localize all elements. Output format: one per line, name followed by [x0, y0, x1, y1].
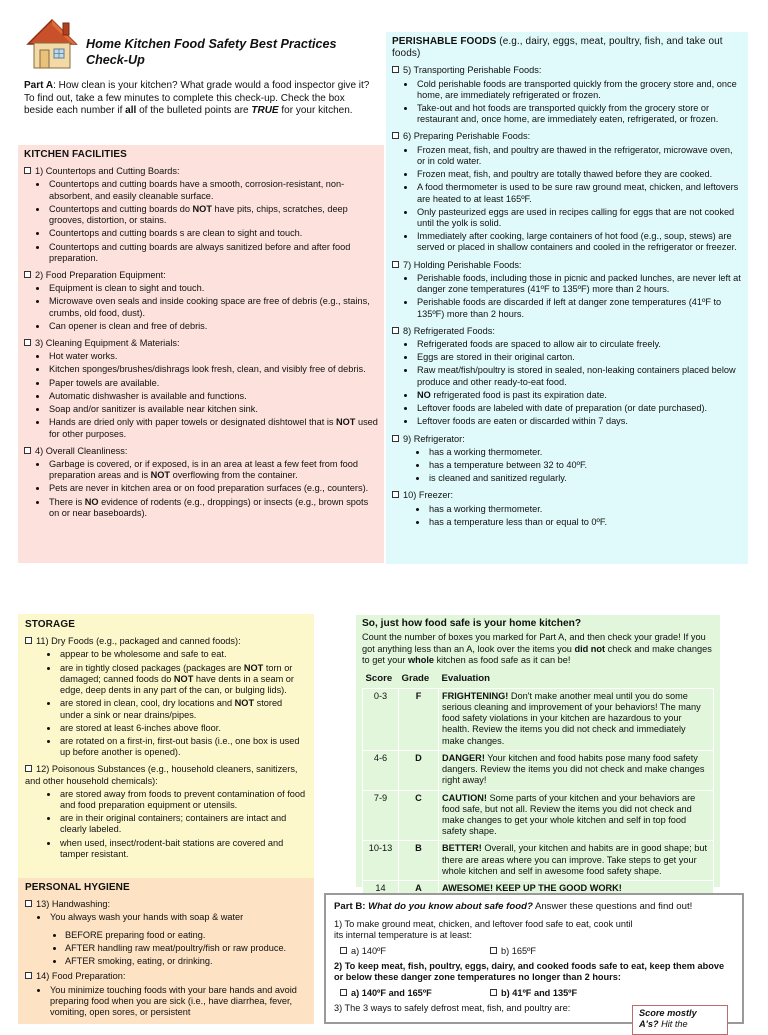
checkbox[interactable] — [25, 900, 32, 907]
checkbox[interactable] — [392, 491, 399, 498]
evaluation-cell: CAUTION! Some parts of your kitchen and your behaviors are food safe, but not all. Review the items you did not check and make changes to get your whole kitchen and self in top food safety shape. — [439, 790, 714, 841]
part-b-quiz — [324, 893, 744, 1030]
bullet-item: • Frozen meat, fish, and poultry are thawed in the refrigerator, microwave oven, or in cold water. — [416, 145, 742, 167]
bullet-item: • Raw meat/fish/poultry is stored in sealed, non-leaking containers placed below produce and other ready-to-eat food. — [416, 365, 742, 387]
bullet-item: • appear to be wholesome and safe to eat. — [59, 649, 307, 660]
bullet-item: • Frozen meat, fish, and poultry are totally thawed before they are cooked. — [416, 169, 742, 180]
checklist-item: 11) Dry Foods (e.g., packaged and canned foods): • appear to be wholesome and safe to eat. • are in tightly closed packages (packages are NOT torn or damaged; canned foods do NOT have dents in a seam or edge, deep dents in any part of the can, or bulging lids). • are stored in clean, cool, dry locations and NOT stored under a sink or near drains/pipes. • are stored at least 6-inches above floor. • are rotated on a first-in, first-out basis (i.e., one box is used up before another is opened). — [25, 636, 307, 758]
option-b[interactable]: b) 165ºF — [484, 946, 634, 957]
house-icon — [22, 16, 80, 72]
question-2: 2) To keep meat, fish, poultry, eggs, dairy, and cooked foods safe to eat, keep them above or below these danger zone temperatures no longer than 2 hours: — [334, 960, 725, 983]
bullet-item: • are stored at least 6-inches above floor. — [59, 723, 307, 734]
bullet-item: • Pets are never in kitchen area or on food preparation surfaces (e.g., counters). — [48, 483, 378, 494]
bullet-item: • Countertops and cutting boards are always sanitized before and after food preparation. — [48, 242, 378, 264]
question-1-options — [334, 946, 734, 957]
storage-section — [18, 614, 314, 878]
part-b-heading: Part B: What do you know about safe food? Answer these questions and find out! — [334, 901, 693, 912]
checkbox[interactable] — [25, 765, 32, 772]
evaluation-cell: AWESOME! KEEP UP THE GOOD WORK! — [439, 881, 714, 898]
column-header: Evaluation — [441, 673, 491, 685]
score-cell: 7-9 — [363, 790, 399, 841]
bullet-item: • Take-out and hot foods are transported quickly from the grocery store or restaurant and, once home, are immediately eaten, refrigerated, or frozen. — [416, 103, 742, 125]
grade-cell: B — [399, 841, 439, 881]
checklist-item: 12) Poisonous Substances (e.g., household cleaners, sanitizers, and other household chemicals): • are stored away from foods to prevent contamination of food and food preparation equipment or utensils. • are in their original containers; containers are intact and clearly labeled. • when used, insect/rodent-bait stations are covered and tamper resistant. — [25, 764, 307, 860]
personal-hygiene-section — [18, 878, 314, 1024]
bullet-item: • Countertops and cutting boards have a smooth, corrosion-resistant, non-absorbent, and easily cleanable surface. — [48, 179, 378, 201]
bullet-item: • There is NO evidence of rodents (e.g., droppings) or insects (e.g., brown spots on or near baseboards). — [48, 497, 378, 519]
grade-cell: F — [399, 688, 439, 750]
bullet-item: • are rotated on a first-in, first-out basis (i.e., one box is used up before another is opened). — [59, 736, 307, 758]
checklist-item: 10) Freezer: • has a working thermometer. • has a temperature less than or equal to 0ºF. — [392, 490, 742, 528]
bullet-item: • has a temperature less than or equal to 0ºF. — [428, 517, 742, 528]
checkbox[interactable] — [24, 447, 31, 454]
bullet-item: • Paper towels are available. — [48, 378, 378, 389]
sub-bullet-item: • AFTER handling raw meat/poultry/fish or raw produce. — [65, 943, 307, 954]
bullet-item: • when used, insect/rodent-bait stations are covered and tamper resistant. — [59, 838, 307, 860]
bullet-item: • NO refrigerated food is past its expiration date. — [416, 390, 742, 401]
sub-bullet-item: • BEFORE preparing food or eating. — [65, 930, 307, 941]
evaluation-cell: FRIGHTENING! Don't make another meal until you do some serious cleaning and improvement of your behaviors! The many food safety violations in your kitchen are hazardous to your health. Review the items you did not check and immediately make changes. — [439, 688, 714, 750]
bullet-item: • has a working thermometer. — [428, 447, 742, 458]
bullet-item: • Only pasteurized eggs are used in recipes calling for eggs that are not cooked until the yolk is solid. — [416, 207, 742, 229]
bullet-item: • Cold perishable foods are transported quickly from the grocery store and, once home, are immediately refrigerated or frozen. — [416, 79, 742, 101]
column-header: Grade — [401, 673, 430, 685]
column-header: Score — [365, 673, 393, 685]
score-cell: 10-13 — [363, 841, 399, 881]
intro-text: Part A: How clean is your kitchen? What grade would a food inspector give it? To find out, take a few minutes to complete this check-up. Check the box beside each number if all of the bulleted points are TRUE for your kitchen. — [24, 80, 370, 116]
kitchen-facilities-section — [18, 145, 384, 563]
grade-row — [363, 688, 714, 750]
question-1: 1) To make ground meat, chicken, and leftover food safe to eat, cook until its internal temperature is at least: — [334, 918, 633, 941]
bullet-item: • Equipment is clean to sight and touch. — [48, 283, 378, 294]
sub-bullet-item: • AFTER smoking, eating, or drinking. — [65, 956, 307, 967]
grade-cell: C — [399, 790, 439, 841]
section-title: PERSONAL HYGIENE — [25, 882, 130, 893]
option-b[interactable]: b) 41ºF and 135ºF — [484, 988, 634, 999]
checkbox[interactable] — [25, 972, 32, 979]
score-cell: 14 — [363, 881, 399, 898]
bullet-item: • You always wash your hands with soap & water — [49, 912, 307, 923]
score-note: Score mostly A's? Hit the — [632, 1005, 728, 1035]
evaluation-cell: BETTER! Overall, your kitchen and habits are in good shape; but there are areas where you can improve. Take steps to get your whole kitchen and self in awesome food safety shape. — [439, 841, 714, 881]
bullet-item: • Countertops and cutting boards do NOT have pits, chips, scratches, deep grooves, distortion, or stains. — [48, 204, 378, 226]
bullet-item: • are in tightly closed packages (packages are NOT torn or damaged; canned foods do NOT have dents in a seam or edge, deep dents in any part of the can, or bulging lids). — [59, 663, 307, 697]
bullet-item: • Soap and/or sanitizer is available near kitchen sink. — [48, 404, 378, 415]
bullet-item: • You minimize touching foods with your bare hands and avoid preparing food when you are sick (i.e., have diarrhea, fever, vomiting, open sores, or persistent — [49, 985, 307, 1019]
checkbox[interactable] — [392, 66, 399, 73]
checkbox[interactable] — [392, 132, 399, 139]
perishable-foods-section — [386, 32, 748, 564]
checklist-item: 3) Cleaning Equipment & Materials: • Hot water works. • Kitchen sponges/brushes/dishrags look fresh, clean, and visibly free of debris. • Paper towels are available. • Automatic dishwasher is available and functions. • Soap and/or sanitizer is available near kitchen sink. • Hands are dried only with paper towels or designated dishtowel that is NOT used for other purposes. — [24, 338, 378, 440]
section-title: KITCHEN FACILITIES — [24, 149, 127, 160]
bullet-item: • is cleaned and sanitized regularly. — [428, 473, 742, 484]
bullet-item: • Perishable foods are discarded if left at danger zone temperatures (41ºF to 135ºF) more than 2 hours. — [416, 297, 742, 319]
evaluation-cell: DANGER! Your kitchen and food habits pose many food safety dangers. Review the items you did not check and make changes right away! — [439, 750, 714, 790]
score-cell: 4-6 — [363, 750, 399, 790]
bullet-item: • has a working thermometer. — [428, 504, 742, 515]
score-cell: 0-3 — [363, 688, 399, 750]
checkbox[interactable] — [392, 261, 399, 268]
checkbox[interactable] — [490, 947, 497, 954]
bullet-item: • are stored in clean, cool, dry locations and NOT stored under a sink or near drains/pipes. — [59, 698, 307, 720]
grade-table — [362, 672, 714, 898]
bullet-item: • Hot water works. — [48, 351, 378, 362]
question-3: 3) The 3 ways to safely defrost meat, fish, and poultry are: — [334, 1003, 571, 1014]
bullet-item: • A food thermometer is used to be sure raw ground meat, chicken, and leftovers are heated to at least 165ºF. — [416, 182, 742, 204]
question-2-options — [334, 988, 734, 999]
checklist-item: 9) Refrigerator: • has a working thermometer. • has a temperature between 32 to 40ºF. • is cleaned and sanitized regularly. — [392, 434, 742, 485]
score-heading: So, just how food safe is your home kitchen? — [362, 618, 582, 629]
checklist-item: 7) Holding Perishable Foods: • Perishable foods, including those in picnic and packed lunches, are never left at danger zone temperatures (41ºF to 135ºF) more than 2 hours. • Perishable foods are discarded if left at danger zone temperatures (41ºF to 135ºF) more than 2 hours. — [392, 260, 742, 320]
bullet-item: • Can opener is clean and free of debris. — [48, 321, 378, 332]
checklist-item: 4) Overall Cleanliness: • Garbage is covered, or if exposed, is in an area at least a few feet from food preparation areas and is NOT overflowing from the container. • Pets are never in kitchen area or on food preparation surfaces (e.g., counters). • There is NO evidence of rodents (e.g., droppings) or insects (e.g., brown spots on or near baseboards). — [24, 446, 378, 519]
checkbox[interactable] — [490, 989, 497, 996]
bullet-item: • has a temperature between 32 to 40ºF. — [428, 460, 742, 471]
checkbox[interactable] — [24, 167, 31, 174]
grade-row — [363, 750, 714, 790]
section-title: PERISHABLE FOODS (e.g., dairy, eggs, meat, poultry, fish, and take out foods) — [392, 36, 723, 60]
bullet-item: • Refrigerated foods are spaced to allow air to circulate freely. — [416, 339, 742, 350]
grade-cell: D — [399, 750, 439, 790]
checkbox[interactable] — [392, 435, 399, 442]
page-title: Home Kitchen Food Safety Best Practices Check-Up — [86, 37, 337, 68]
checklist-item: 13) Handwashing: • You always wash your hands with soap & water • BEFORE preparing food or eating. • AFTER handling raw meat/poultry/fish or raw produce. • AFTER smoking, eating, or drinking. — [25, 899, 307, 967]
bullet-item: • Countertops and cutting boards s are clean to sight and touch. — [48, 228, 378, 239]
bullet-item: • Microwave oven seals and inside cooking space are free of debris (e.g., stains, crumbs, old food, dust). — [48, 296, 378, 318]
page-header — [20, 14, 380, 144]
checklist-item: 1) Countertops and Cutting Boards: • Countertops and cutting boards have a smooth, corrosion-resistant, non-absorbent, and easily cleanable surface. • Countertops and cutting boards do NOT have pits, chips, scratches, deep grooves, distortion, or stains. • Countertops and cutting boards s are clean to sight and touch. • Countertops and cutting boards are always sanitized before and after food preparation. — [24, 166, 378, 264]
option-a[interactable]: a) 140ºF and 165ºF — [334, 988, 484, 999]
checklist-item: 6) Preparing Perishable Foods: • Frozen meat, fish, and poultry are thawed in the refrigerator, microwave oven, or in cold water. • Frozen meat, fish, and poultry are totally thawed before they are cooked. • A food thermometer is used to be sure raw ground meat, chicken, and leftovers are heated to at least 165ºF. • Only pasteurized eggs are used in recipes calling for eggs that are not cooked until the yolk is solid. • Immediately after cooking, large containers of hot food (e.g., soup, stews) are served or placed in shallow containers and cooled in the refrigerator or freezer. — [392, 131, 742, 253]
checkbox[interactable] — [25, 637, 32, 644]
bullet-item: • Perishable foods, including those in picnic and packed lunches, are never left at danger zone temperatures (41ºF to 135ºF) more than 2 hours. — [416, 273, 742, 295]
checklist-item: 2) Food Preparation Equipment: • Equipment is clean to sight and touch. • Microwave oven seals and inside cooking space are free of debris (e.g., stains, crumbs, old food, dust). • Can opener is clean and free of debris. — [24, 270, 378, 332]
bullet-item: • Hands are dried only with paper towels or designated dishtowel that is NOT used for other purposes. — [48, 417, 378, 439]
bullet-item: • are stored away from foods to prevent contamination of food and food preparation equipment or utensils. — [59, 789, 307, 811]
checkbox[interactable] — [340, 947, 347, 954]
checkbox[interactable] — [340, 989, 347, 996]
checkbox[interactable] — [392, 327, 399, 334]
grade-row — [363, 790, 714, 841]
option-a[interactable]: a) 140ºF — [334, 946, 484, 957]
bullet-item: • Automatic dishwasher is available and functions. — [48, 391, 378, 402]
bullet-item: • Leftover foods are eaten or discarded within 7 days. — [416, 416, 742, 427]
grade-cell: A — [399, 881, 439, 898]
bullet-item: • Immediately after cooking, large containers of hot food (e.g., soup, stews) are served or placed in shallow containers and cooled in the refrigerator or freezer. — [416, 231, 742, 253]
checkbox[interactable] — [24, 339, 31, 346]
grade-row — [363, 841, 714, 881]
bullet-item: • Kitchen sponges/brushes/dishrags look fresh, clean, and visibly free of debris. — [48, 364, 378, 375]
checklist-item: 14) Food Preparation: • You minimize touching foods with your bare hands and avoid preparing food when you are sick (i.e., have diarrhea, fever, vomiting, open sores, or persistent — [25, 971, 307, 1018]
bullet-item: • Garbage is covered, or if exposed, is in an area at least a few feet from food preparation areas and is NOT overflowing from the container. — [48, 459, 378, 481]
score-section — [356, 615, 720, 894]
bullet-item: • are in their original containers; containers are intact and clearly labeled. — [59, 813, 307, 835]
checklist-item: 5) Transporting Perishable Foods: • Cold perishable foods are transported quickly from the grocery store and, once home, are immediately refrigerated or frozen. • Take-out and hot foods are transported quickly from the grocery store or restaurant and, once home, are immediately eaten, refrigerated, or frozen. — [392, 65, 742, 125]
section-title: STORAGE — [25, 619, 75, 630]
score-intro: Count the number of boxes you marked for Part A, and then check your grade! If you got anything less than an A, look over the items you did not check and make changes to get your whole kitchen as food safe as it can be! — [362, 632, 712, 665]
bullet-item: • Leftover foods are labeled with date of preparation (or date purchased). — [416, 403, 742, 414]
checkbox[interactable] — [24, 271, 31, 278]
bullet-item: • Eggs are stored in their original carton. — [416, 352, 742, 363]
checklist-item: 8) Refrigerated Foods: • Refrigerated foods are spaced to allow air to circulate freely. • Eggs are stored in their original carton. • Raw meat/fish/poultry is stored in sealed, non-leaking containers placed below produce and other ready-to-eat food. • NO refrigerated food is past its expiration date. • Leftover foods are labeled with date of preparation (or date purchased). • Leftover foods are eaten or discarded within 7 days. — [392, 326, 742, 428]
